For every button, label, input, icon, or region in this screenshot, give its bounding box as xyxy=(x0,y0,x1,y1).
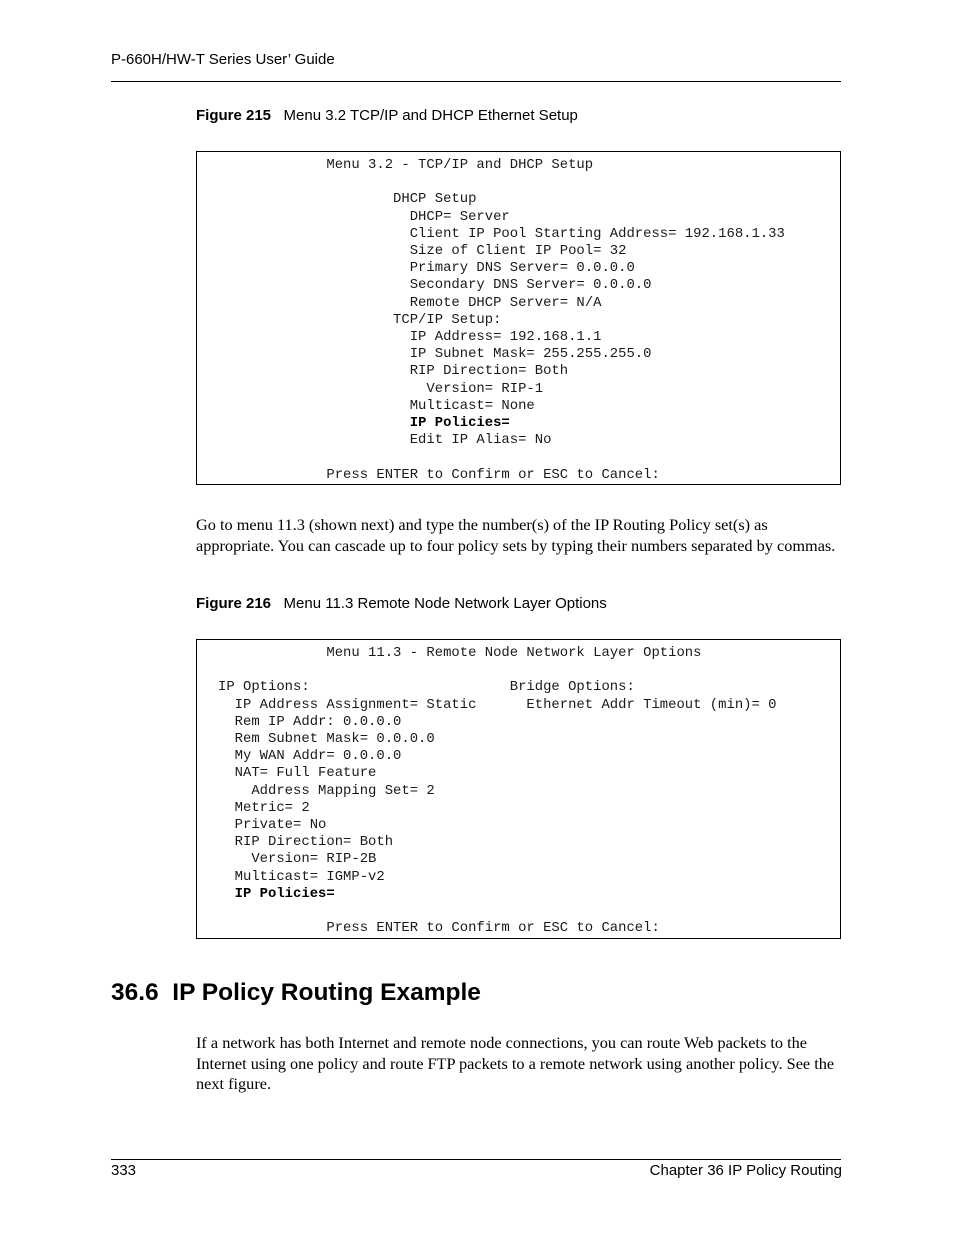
chapter-title: Chapter 36 IP Policy Routing xyxy=(649,1162,842,1179)
running-header: P-660H/HW-T Series User’ Guide xyxy=(111,51,335,68)
terminal-line: Secondary DNS Server= 0.0.0.0 xyxy=(218,277,652,294)
terminal-line: NAT= Full Feature xyxy=(218,765,377,782)
section-heading: 36.6 IP Policy Routing Example xyxy=(111,979,481,1006)
section-paragraph: If a network has both Internet and remote node connections, you can route Web packets to the Internet using one policy and route FTP packets to a remote network using another policy. See the next figure. xyxy=(196,1033,835,1093)
terminal-line: My WAN Addr= 0.0.0.0 xyxy=(218,748,402,765)
menu-11-3-screen xyxy=(196,639,841,939)
figure-215-caption xyxy=(196,107,578,124)
terminal-line: IP Subnet Mask= 255.255.255.0 xyxy=(218,346,652,363)
ip-policies-field: IP Policies= xyxy=(234,885,335,902)
terminal-line: Menu 3.2 - TCP/IP and DHCP Setup xyxy=(218,157,594,173)
terminal-line: TCP/IP Setup: xyxy=(218,311,502,328)
figure-number: Figure 216 xyxy=(196,595,272,612)
terminal-line: Menu 11.3 - Remote Node Network Layer Options xyxy=(218,645,702,661)
terminal-line: RIP Direction= Both xyxy=(218,834,394,851)
terminal-line: Rem Subnet Mask= 0.0.0.0 xyxy=(218,731,435,748)
terminal-line: Metric= 2 xyxy=(218,799,310,816)
terminal-line: Size of Client IP Pool= 32 xyxy=(218,243,627,260)
terminal-line: DHCP= Server xyxy=(218,208,510,225)
terminal-line: Primary DNS Server= 0.0.0.0 xyxy=(218,260,635,277)
figure-title: Menu 11.3 Remote Node Network Layer Options xyxy=(283,595,607,612)
terminal-text xyxy=(197,640,840,937)
terminal-line: Version= RIP-1 xyxy=(218,380,544,397)
terminal-line: Multicast= None xyxy=(218,397,535,414)
terminal-line: Edit IP Alias= No xyxy=(218,432,552,449)
terminal-line: Version= RIP-2B xyxy=(218,851,377,868)
terminal-line: Press ENTER to Confirm or ESC to Cancel: xyxy=(218,466,660,483)
body-paragraph: Go to menu 11.3 (shown next) and type the number(s) of the IP Routing Policy set(s) as appropriate. You can cascade up to four policy sets by typing their numbers separated by commas. xyxy=(196,515,836,555)
terminal-line: Multicast= IGMP-v2 xyxy=(218,868,385,885)
terminal-line: IP Address= 192.168.1.1 xyxy=(218,329,602,346)
terminal-line xyxy=(218,415,510,431)
terminal-line xyxy=(218,886,335,902)
terminal-line: IP Options: Bridge Options: xyxy=(218,679,635,696)
terminal-line: RIP Direction= Both xyxy=(218,363,569,380)
terminal-line: Remote DHCP Server= N/A xyxy=(218,294,602,311)
terminal-line: DHCP Setup xyxy=(218,191,477,208)
terminal-line: Rem IP Addr: 0.0.0.0 xyxy=(218,713,402,730)
terminal-line: IP Address Assignment= Static Ethernet Addr Timeout (min)= 0 xyxy=(218,696,777,713)
figure-title: Menu 3.2 TCP/IP and DHCP Ethernet Setup xyxy=(283,107,578,124)
footer-divider xyxy=(111,1159,841,1160)
header-divider xyxy=(111,81,841,82)
figure-216-caption xyxy=(196,595,607,612)
terminal-line: Press ENTER to Confirm or ESC to Cancel: xyxy=(218,920,660,937)
terminal-line: Private= No xyxy=(218,817,327,834)
menu-3-2-screen xyxy=(196,151,841,485)
terminal-line: Address Mapping Set= 2 xyxy=(218,782,435,799)
terminal-line: Client IP Pool Starting Address= 192.168.1.33 xyxy=(218,225,785,242)
terminal-text xyxy=(197,152,840,484)
figure-number: Figure 215 xyxy=(196,107,272,124)
ip-policies-field: IP Policies= xyxy=(409,415,510,432)
page-number: 333 xyxy=(111,1162,137,1179)
